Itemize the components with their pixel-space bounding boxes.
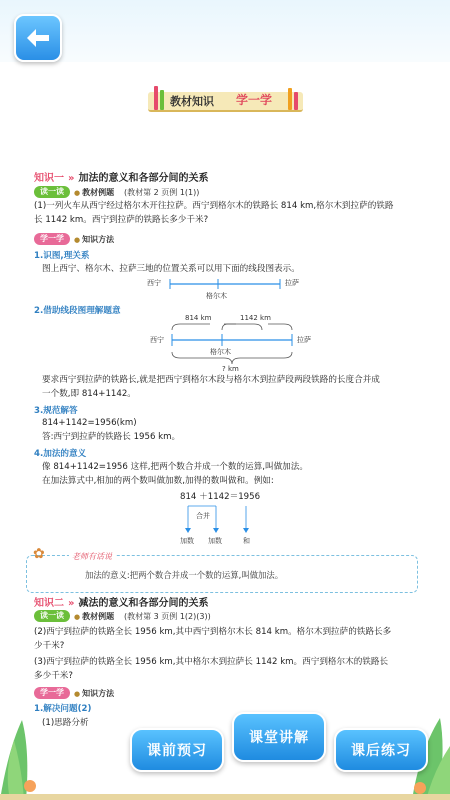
diagram-label-lhasa: 拉萨 (285, 279, 299, 287)
step-title: 3.规范解答 (34, 406, 78, 416)
practice-button[interactable]: 课后练习 (334, 728, 428, 772)
step-title: 1.识图,理关系 (34, 251, 90, 261)
diagram-label-golmud: 格尔木 (206, 292, 227, 300)
chevron-icon: » (68, 598, 75, 609)
step-title: 2.借助线段图理解题意 (34, 306, 121, 316)
problem-text: 多少千米? (34, 671, 73, 681)
addend-label: 加数 (180, 537, 194, 545)
step-text: 像 814+1142=1956 这样,把两个数合并成一个数的运算,叫做加法。 (42, 462, 308, 472)
solution-answer: 答:西宁到拉萨的铁路长 1956 km。 (42, 432, 181, 442)
merge-label: 合并 (196, 512, 210, 520)
segment-label-1: 814 km (185, 314, 212, 322)
read-tag: ● 教材例题 (74, 187, 114, 198)
tip-text: 加法的意义:把两个数合并成一个数的运算,叫做加法。 (85, 570, 284, 580)
banner-title: 教材知识 (170, 95, 214, 108)
learn-tag: ● 知识方法 (74, 688, 114, 699)
diagram-question: ? km (222, 365, 239, 373)
chevron-icon: » (68, 173, 75, 184)
knowledge2-label: 知识二 (34, 598, 64, 609)
tip-title: 老师有话说 (69, 551, 115, 562)
read-ref: (教材第 2 页例 1(1)) (124, 188, 200, 197)
step-text: 要求西宁到拉萨的铁路长,就是把西宁到格尔木段与格尔木到拉萨段两段铁路的长度合并成 (42, 375, 380, 385)
read-ref: (教材第 3 页例 1(2)(3)) (124, 612, 211, 621)
problem-text: (3)西宁到拉萨的铁路全长 1956 km,其中格尔木到拉萨长 1142 km。西宁到格尔木的铁路长 (34, 657, 389, 667)
learn-pill: 学一学 (34, 233, 70, 245)
diagram-label-xining: 西宁 (150, 336, 164, 344)
problem-text: (1)一列火车从西宁经过格尔木开往拉萨。西宁到格尔木的铁路长 814 km,格尔木到拉萨的铁路 (34, 201, 394, 211)
problem-text: 少千米? (34, 641, 65, 651)
lecture-button[interactable]: 课堂讲解 (232, 712, 326, 762)
step-subtitle: (1)思路分析 (42, 718, 89, 728)
teacher-tip-box (26, 546, 418, 593)
diagram-label-xining: 西宁 (147, 279, 161, 287)
knowledge1-label: 知识一 (34, 173, 64, 184)
equation-arrows (0, 62, 450, 542)
knowledge1-title: 加法的意义和各部分间的关系 (78, 173, 209, 184)
problem-text: 长 1142 km。西宁到拉萨的铁路长多少千米? (34, 215, 209, 225)
diagram-label-lhasa: 拉萨 (297, 336, 311, 344)
step-text: 一个数,即 814+1142。 (42, 389, 136, 399)
example-equation: 814 ＋1142＝1956 (180, 492, 261, 502)
knowledge2-title: 减法的意义和各部分间的关系 (78, 598, 209, 609)
learn-pill: 学一学 (34, 687, 70, 699)
step-title: 4.加法的意义 (34, 449, 87, 459)
read-pill: 读一读 (34, 186, 70, 198)
bug-icon: ✿ (33, 546, 45, 562)
diagram-label-golmud: 格尔木 (210, 348, 231, 356)
step-text: 图上西宁、格尔木、拉萨三地的位置关系可以用下面的线段图表示。 (42, 264, 300, 274)
problem-text: (2)西宁到拉萨的铁路全长 1956 km,其中西宁到格尔木长 814 km。格尔木到拉萨的铁路长多 (34, 627, 392, 637)
sum-label: 和 (243, 537, 250, 545)
solution-equation: 814+1142=1956(km) (42, 418, 137, 428)
knowledge2-heading (34, 594, 208, 609)
read-tag: ● 教材例题 (74, 611, 114, 622)
read-pill: 读一读 (34, 610, 70, 622)
back-arrow-icon (25, 27, 51, 49)
segment-label-2: 1142 km (240, 314, 271, 322)
learn-tag: ● 知识方法 (74, 234, 114, 245)
back-button[interactable] (14, 14, 62, 62)
banner-subtitle: 学一学 (236, 93, 273, 107)
preview-button[interactable]: 课前预习 (130, 728, 224, 772)
addend-label: 加数 (208, 537, 222, 545)
step-title: 1.解决问题(2) (34, 704, 92, 714)
step-text: 在加法算式中,相加的两个数叫做加数,加得的数叫做和。例如: (42, 476, 274, 486)
